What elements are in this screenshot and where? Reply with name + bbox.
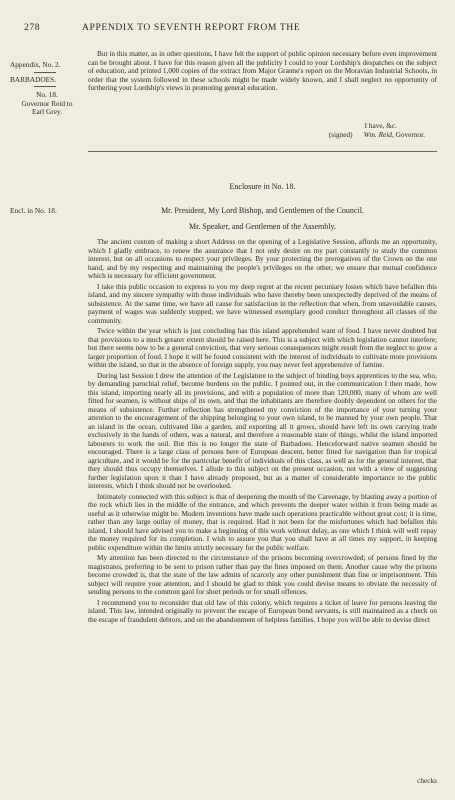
margin-doc-no: No. 18.: [36, 90, 58, 100]
salutation-assembly: Mr. Speaker, and Gentlemen of the Assembly.: [189, 222, 336, 231]
paragraph: I take this public occasion to express to you my deep regret at the recent pecuniary losses which have befallen this island, and my sincere sympathy with those individuals who have thereby been unexpectedly deprived of the means of subsistence. At the same time, we have all cause for satisfaction in the reflection that when, from unavoidable causes, payment of wages was suddenly stopped, we have witnessed exemplary good conduct throughout all classes of the community.: [88, 282, 437, 325]
enclosure-heading: Enclosure in No. 18.: [229, 182, 296, 191]
signature-signed: (signed): [328, 130, 353, 139]
margin-rule: [34, 72, 56, 73]
margin-appendix: Appendix, No. 2.: [10, 60, 61, 69]
signature-line: [329, 131, 425, 140]
paragraph: During last Session I drew the attention of the Legislature to the subject of binding boys apprentices to the sea, who, by demanding parochial relief, become burdens on the public. I pointed out, in the communication I then made, how this island, importing nearly all its provisions, and with a population of more than 120,000, many of whom are well fitted for seamen, is without ships of its own, and that the inhabitants are therefore doubly dependent on others for the means of subsistence. Further reflection has strengthened my conviction of the importance of your turning your attention to the encouragement of the shipping belonging to your own island, to be manned by your own people. That an island in the ocean, cultivated like a garden, and exporting all it grows, should have left its own carrying trade exclusively in the hands of others, was a natural, and therefore a reasonable state of things, whilst the island imported labourers to work the soil. But this is no longer the state of Barbadoes. Henceforward native seamen should be encouraged. There is a large class of persons here of European descent, better fitted for navigation than for tropical agriculture, and it would be for the particular benefit of individuals of this class, as well as for the general interest, that they should thus occupy themselves. I allude to this subject on the present occasion, not with a view of suggesting further legislation upon it than I have already proposed, but as a matter of considerable importance to the public interests, which I think should not be overlooked.: [88, 371, 437, 490]
intro-paragraph: But in this matter, as in other questions, I have felt the support of public opinion necessary before even improvement can be brought about. I have for this reason given all the publicity I could to your Lordship's despatches on the subject of education, and printed 1,000 copies of the extract from Major Græme's report on the Moravian Industrial Schools, in order that the system followed in these schools might be made widely known, and I shall neglect no opportunity of furthering your Lordship's views in promoting general education.: [88, 50, 437, 92]
margin-notes: [10, 61, 84, 117]
address-text: [88, 238, 437, 626]
margin-enclosure: Encl. in No. 18.: [10, 206, 57, 215]
intro-text: [88, 50, 437, 95]
page-number: 278: [24, 22, 41, 33]
signature-name: Wm. Reid,: [363, 130, 394, 139]
paragraph: My attention has been directed to the circumstance of the prisons becoming overcrowded; of persons fined by the magistrates, preferring to be sent to prison rather than pay the fines imposed on them. Another cause why the prisons become crowded is, that the state of the law admits of scarcely any other punishment than fine or imprisonment. This subject will require your attention, and I should be glad to think you could devise means to obviate the necessity of sending persons to the common gaol for short periods or for small offences.: [88, 554, 437, 596]
margin-doc-desc-1: Governor Reid to: [21, 98, 73, 108]
signature-closing: I have, &c.: [364, 121, 397, 130]
paragraph: Intimately connected with this subject is that of deepening the mouth of the Careenage, by blasting away a portion of the rock which lies in the middle of the entrance, and which prevents the deeper water within it from being made as useful as it otherwise might be. Modern inventions have made such operations practicable without great cost; it is time, rather than any large outlay of money, that is required. Had it not been for the misfortunes which had befallen this island, I should have advised you to make a beginning of this work without delay, as one which I think will well repay the money required for its completion. I wish to assure you that you shall have at all times my support, in keeping public expenditure within the limits strictly necessary for the public welfare.: [88, 492, 437, 552]
running-title: APPENDIX TO SEVENTH REPORT FROM THE: [82, 22, 301, 33]
paragraph: I recommend you to reconsider that old law of this colony, which requires a ticket of leave for persons leaving the island. This law, intended originally to prevent the escape of European bond servants, is still maintained as a check on the escape of fraudulent debtors, and on the abandonment of helpless families. I hope you will be able to devise direct: [88, 598, 437, 624]
catchword: checks: [417, 776, 437, 785]
margin-colony: BARBADOES.: [10, 74, 57, 84]
margin-rule: [34, 86, 56, 87]
section-divider: [88, 151, 437, 152]
margin-doc-desc-2: Earl Grey.: [32, 107, 62, 117]
signature-title: Governor.: [395, 130, 425, 139]
salutation-council: Mr. President, My Lord Bishop, and Gentlemen of the Council.: [161, 206, 364, 215]
paragraph: Twice within the year which is just concluding has this island apprehended want of food. I have never doubted but that provisions to a much greater extent should be raised here. This is a subject with which legislation cannot interfere; but there seems now to be a general conviction, that very serious consequences might result from the neglect to grow a larger proportion of food. I hope it will be found consistent with the interest of individuals to cultivate more provisions within the island, so that in the absence of foreign supply, you may never feel apprehensive of famine.: [88, 327, 437, 369]
paragraph: The ancient custom of making a short Address on the opening of a Legislative Session, affords me an opportunity, which I gladly embrace, to renew the assurance that I not only desire on my part constantly to study the common interest, but on all occasions to respect your privileges. By your protecting the prerogatives of the Crown on the one hand, and by my respecting and maintaining the people's privileges on the other, we ensure that mutual confidence which is necessary for efficient government.: [88, 238, 437, 280]
